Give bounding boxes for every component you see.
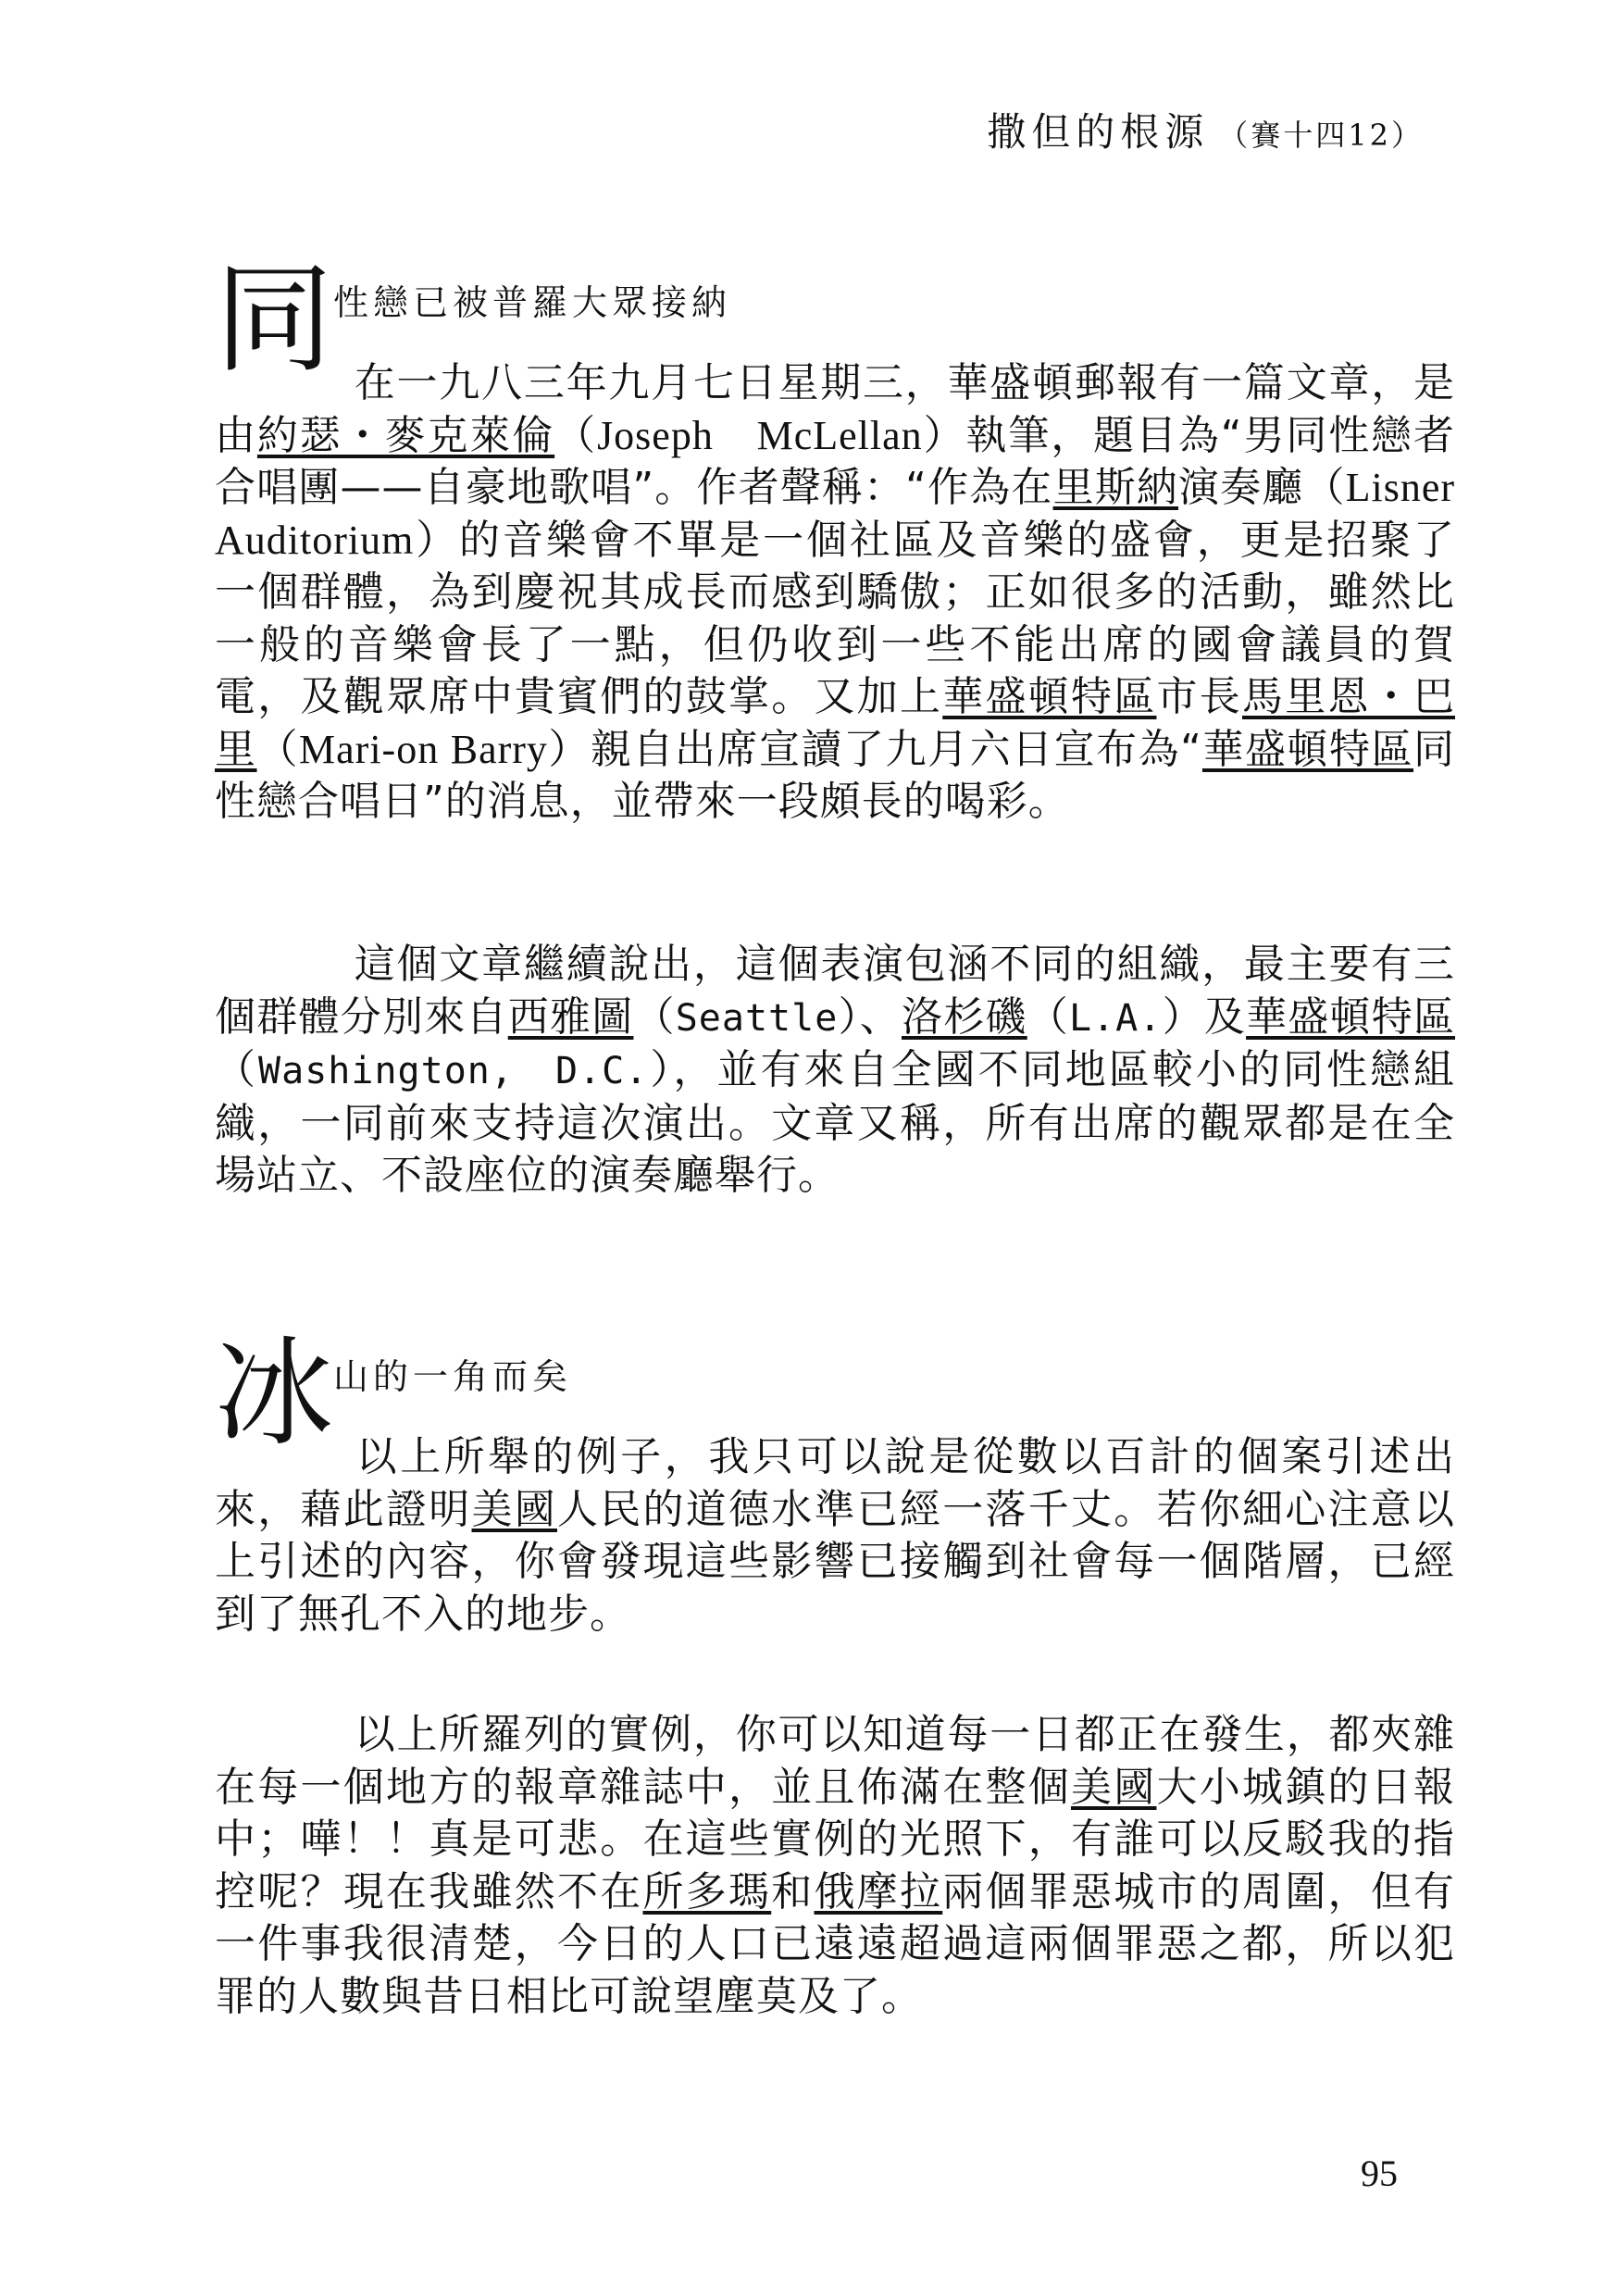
section-title-text: 性戀已被普羅大眾接納	[333, 282, 732, 323]
place-name: 洛杉磯	[902, 992, 1027, 1041]
english-name: Washington, D.C.	[258, 1050, 649, 1092]
english-name: Joseph McLellan	[597, 412, 923, 458]
body-paragraph: 以上所羅列的實例，你可以知道每一日都正在發生，都夾雜在每一個地方的報章雜誌中，並且佈滿在整個美國大小城鎮的日報中；嘩！！真是可悲。在這些實例的光照下，有誰可以反駁我的指控呢？現在我雖然不在所多瑪和俄摩拉兩個罪惡城市的周圍，但有一件事我很清楚，今日的人口已遠遠超過這兩個罪惡之都，所以犯罪的人數與昔日相比可說望塵莫及了。	[215, 1711, 1455, 2020]
drop-cap: 同	[215, 251, 334, 389]
drop-cap: 冰	[215, 1325, 334, 1463]
place-name: 美國	[1071, 1763, 1157, 1811]
page-number: 95	[1361, 2152, 1398, 2194]
place-name: 所多瑪	[642, 1867, 772, 1915]
place-name: 華盛頓特區	[1201, 725, 1414, 773]
person-name: 約瑟・麥克萊倫	[256, 411, 555, 459]
header-title: 撒但的根源	[987, 109, 1210, 155]
body-paragraph: 以上所舉的例子，我只可以說是從數以百計的個案引述出來，藉此證明美國人民的道德水準已經一落千丈。若你細心注意以上引述的內容，你會發現這些影響已接觸到社會每一個階層，已經到了無孔不入的地步。	[215, 1433, 1455, 1638]
place-name: 華盛頓特區	[1246, 992, 1456, 1041]
place-name: 華盛頓特區	[942, 673, 1157, 720]
english-name: Mari-on Barry	[299, 726, 548, 772]
place-name: 西雅圖	[507, 992, 634, 1041]
running-header	[987, 102, 1424, 157]
place-name: 美國	[471, 1485, 557, 1533]
place-name: 里斯納	[1052, 464, 1179, 511]
body-paragraph: 在一九八三年九月七日星期三，華盛頓郵報有一篇文章，是由約瑟・麥克萊倫（Joseph McLellan）執筆，題目為“男同性戀者合唱團——自豪地歌唱”。作者聲稱：“作為在里斯納演奏廳（Lisner Auditorium）的音樂會不單是一個社區及音樂的盛會，更是招聚了一個群體，為到慶祝其成長而感到驕傲；正如很多的活動，雖然比一般的音樂會長了一點，但仍收到一些不能出席的國會議員的賀電，及觀眾席中貴賓們的鼓掌。又加上華盛頓特區市長馬里恩・巴里（Mari-on Barry）親自出席宣讀了九月六日宣布為“華盛頓特區同性戀合唱日”的消息，並帶來一段頗長的喝彩。	[215, 359, 1456, 825]
place-name: 俄摩拉	[814, 1867, 943, 1915]
english-name: Seattle	[675, 996, 839, 1040]
english-name: Lisner Auditorium	[215, 465, 1456, 563]
section-title-text: 山的一角而矣	[333, 1356, 573, 1397]
person-name: 馬里恩・巴里	[215, 673, 1455, 773]
body-paragraph: 這個文章繼續說出，這個表演包涵不同的組織，最主要有三個群體分別來自西雅圖（Seattle）、洛杉磯（L.A.）及華盛頓特區（Washington, D.C.），並有來自全國不同地區較小的同性戀組織，一同前來支持這次演出。文章又稱，所有出席的觀眾都是在全場站立、不設座位的演奏廳舉行。	[215, 941, 1456, 1199]
english-name: L.A.	[1069, 996, 1163, 1040]
header-subtitle: （賽十四12）	[1218, 118, 1424, 153]
